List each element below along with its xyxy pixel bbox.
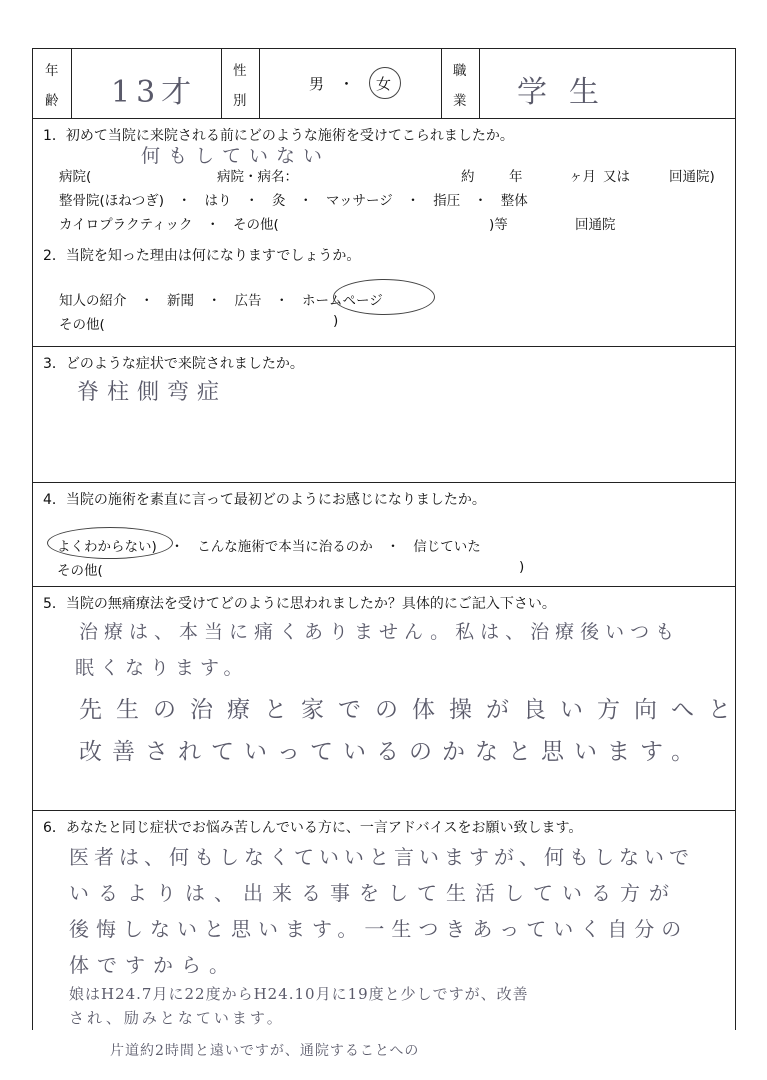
q1-chiro: カイロプラクティック ・ その他( — [59, 217, 279, 233]
q4-other-close: ) — [519, 559, 525, 575]
q6-section — [33, 811, 735, 1031]
sex-label-top: 性 — [233, 63, 247, 79]
q6-answer-line-4: 体ですから。 — [69, 953, 237, 977]
sex-male-option: 男 — [309, 75, 325, 93]
sex-female-option: 女 — [376, 75, 392, 93]
q1-or: 又は — [603, 169, 630, 185]
q6-answer-line-3: 後悔しないと思います。一生つきあっていく自分の — [69, 917, 689, 941]
q5-answer-line-3: 先生の治療と家での体操が良い方向へと — [79, 697, 745, 723]
q2-other-close: ) — [333, 313, 339, 329]
q3-section — [33, 347, 735, 483]
q4-other-open: その他( — [57, 563, 103, 579]
footer-note: 片道約2時間と遠いですが、通院することへの — [110, 1043, 420, 1059]
q1-about: 約 — [461, 169, 475, 185]
q1-treatments: 整骨院(ほねつぎ) ・ はり ・ 灸 ・ マッサージ ・ 指圧 ・ 整体 — [59, 193, 528, 209]
q2-other-open: その他( — [59, 317, 105, 333]
q6-answer-line-6: され、励みとなています。 — [69, 1009, 285, 1027]
q3-answer: 脊柱側弯症 — [77, 380, 228, 405]
q6-question: 6．あなたと同じ症状でお悩み苦しんでいる方に、一言アドバイスをお願い致します。 — [43, 820, 583, 836]
job-label-bottom: 業 — [453, 93, 467, 109]
age-value: 13才 — [111, 75, 198, 110]
q1-answer: 何もしていない — [141, 145, 331, 167]
job-value: 学生 — [517, 75, 621, 110]
q3-question: 3．どのような症状で来院されましたか。 — [43, 356, 304, 372]
q1-hospital: 病院( — [59, 169, 92, 185]
q2-block — [33, 239, 735, 347]
q1-visits-2: 回通院 — [575, 217, 616, 233]
q5-answer-line-4: 改善されていっているのかなと思います。 — [79, 739, 705, 765]
questionnaire-sheet — [32, 48, 745, 1030]
q4-section — [33, 483, 735, 587]
q1-hospital-name: 病院・病名： — [217, 169, 298, 185]
sex-separator: ・ — [339, 75, 355, 93]
age-label-bottom: 齢 — [45, 93, 59, 109]
q6-answer-line-5: 娘はH24.7月に22度からH24.10月に19度と少しですが、改善 — [69, 985, 529, 1003]
q5-answer-line-1: 治療は、本当に痛くありません。私は、治療後いつも — [79, 621, 681, 643]
q4-question: 4．当院の施術を素直に言って最初どのようにお感じになりましたか。 — [43, 492, 486, 508]
q1-visits: 回通院) — [669, 169, 715, 185]
age-label-top: 年 — [45, 63, 59, 79]
q1-months: ヶ月 — [569, 169, 596, 185]
job-label-top: 職 — [453, 63, 467, 79]
q6-answer-line-2: いるよりは、出来る事をして生活している方が — [69, 881, 678, 905]
q5-section — [33, 587, 745, 811]
q2-options: 知人の紹介 ・ 新聞 ・ 広告 ・ ホームページ — [59, 293, 383, 309]
sex-label-bottom: 別 — [233, 93, 247, 109]
q6-answer-line-1: 医者は、何もしなくていいと言いますが、何もしないで — [69, 845, 694, 869]
q5-question: 5．当院の無痛療法を受けてどのように思われましたか？具体的にご記入下さい。 — [43, 596, 556, 612]
q1-etc: )等 — [489, 217, 508, 233]
q1-year: 年 — [509, 169, 523, 185]
q2-question: 2．当院を知った理由は何になりますでしょうか。 — [43, 248, 361, 264]
homepage-circle — [333, 279, 435, 315]
q5-answer-line-2: 眠くなります。 — [75, 657, 249, 679]
q1-question: 1．初めて当院に来院される前にどのような施術を受けてこられましたか。 — [43, 128, 514, 144]
header-row — [33, 49, 735, 119]
q4-options: よくわからない) ・ こんな施術で本当に治るのか ・ 信じていた — [57, 539, 481, 555]
